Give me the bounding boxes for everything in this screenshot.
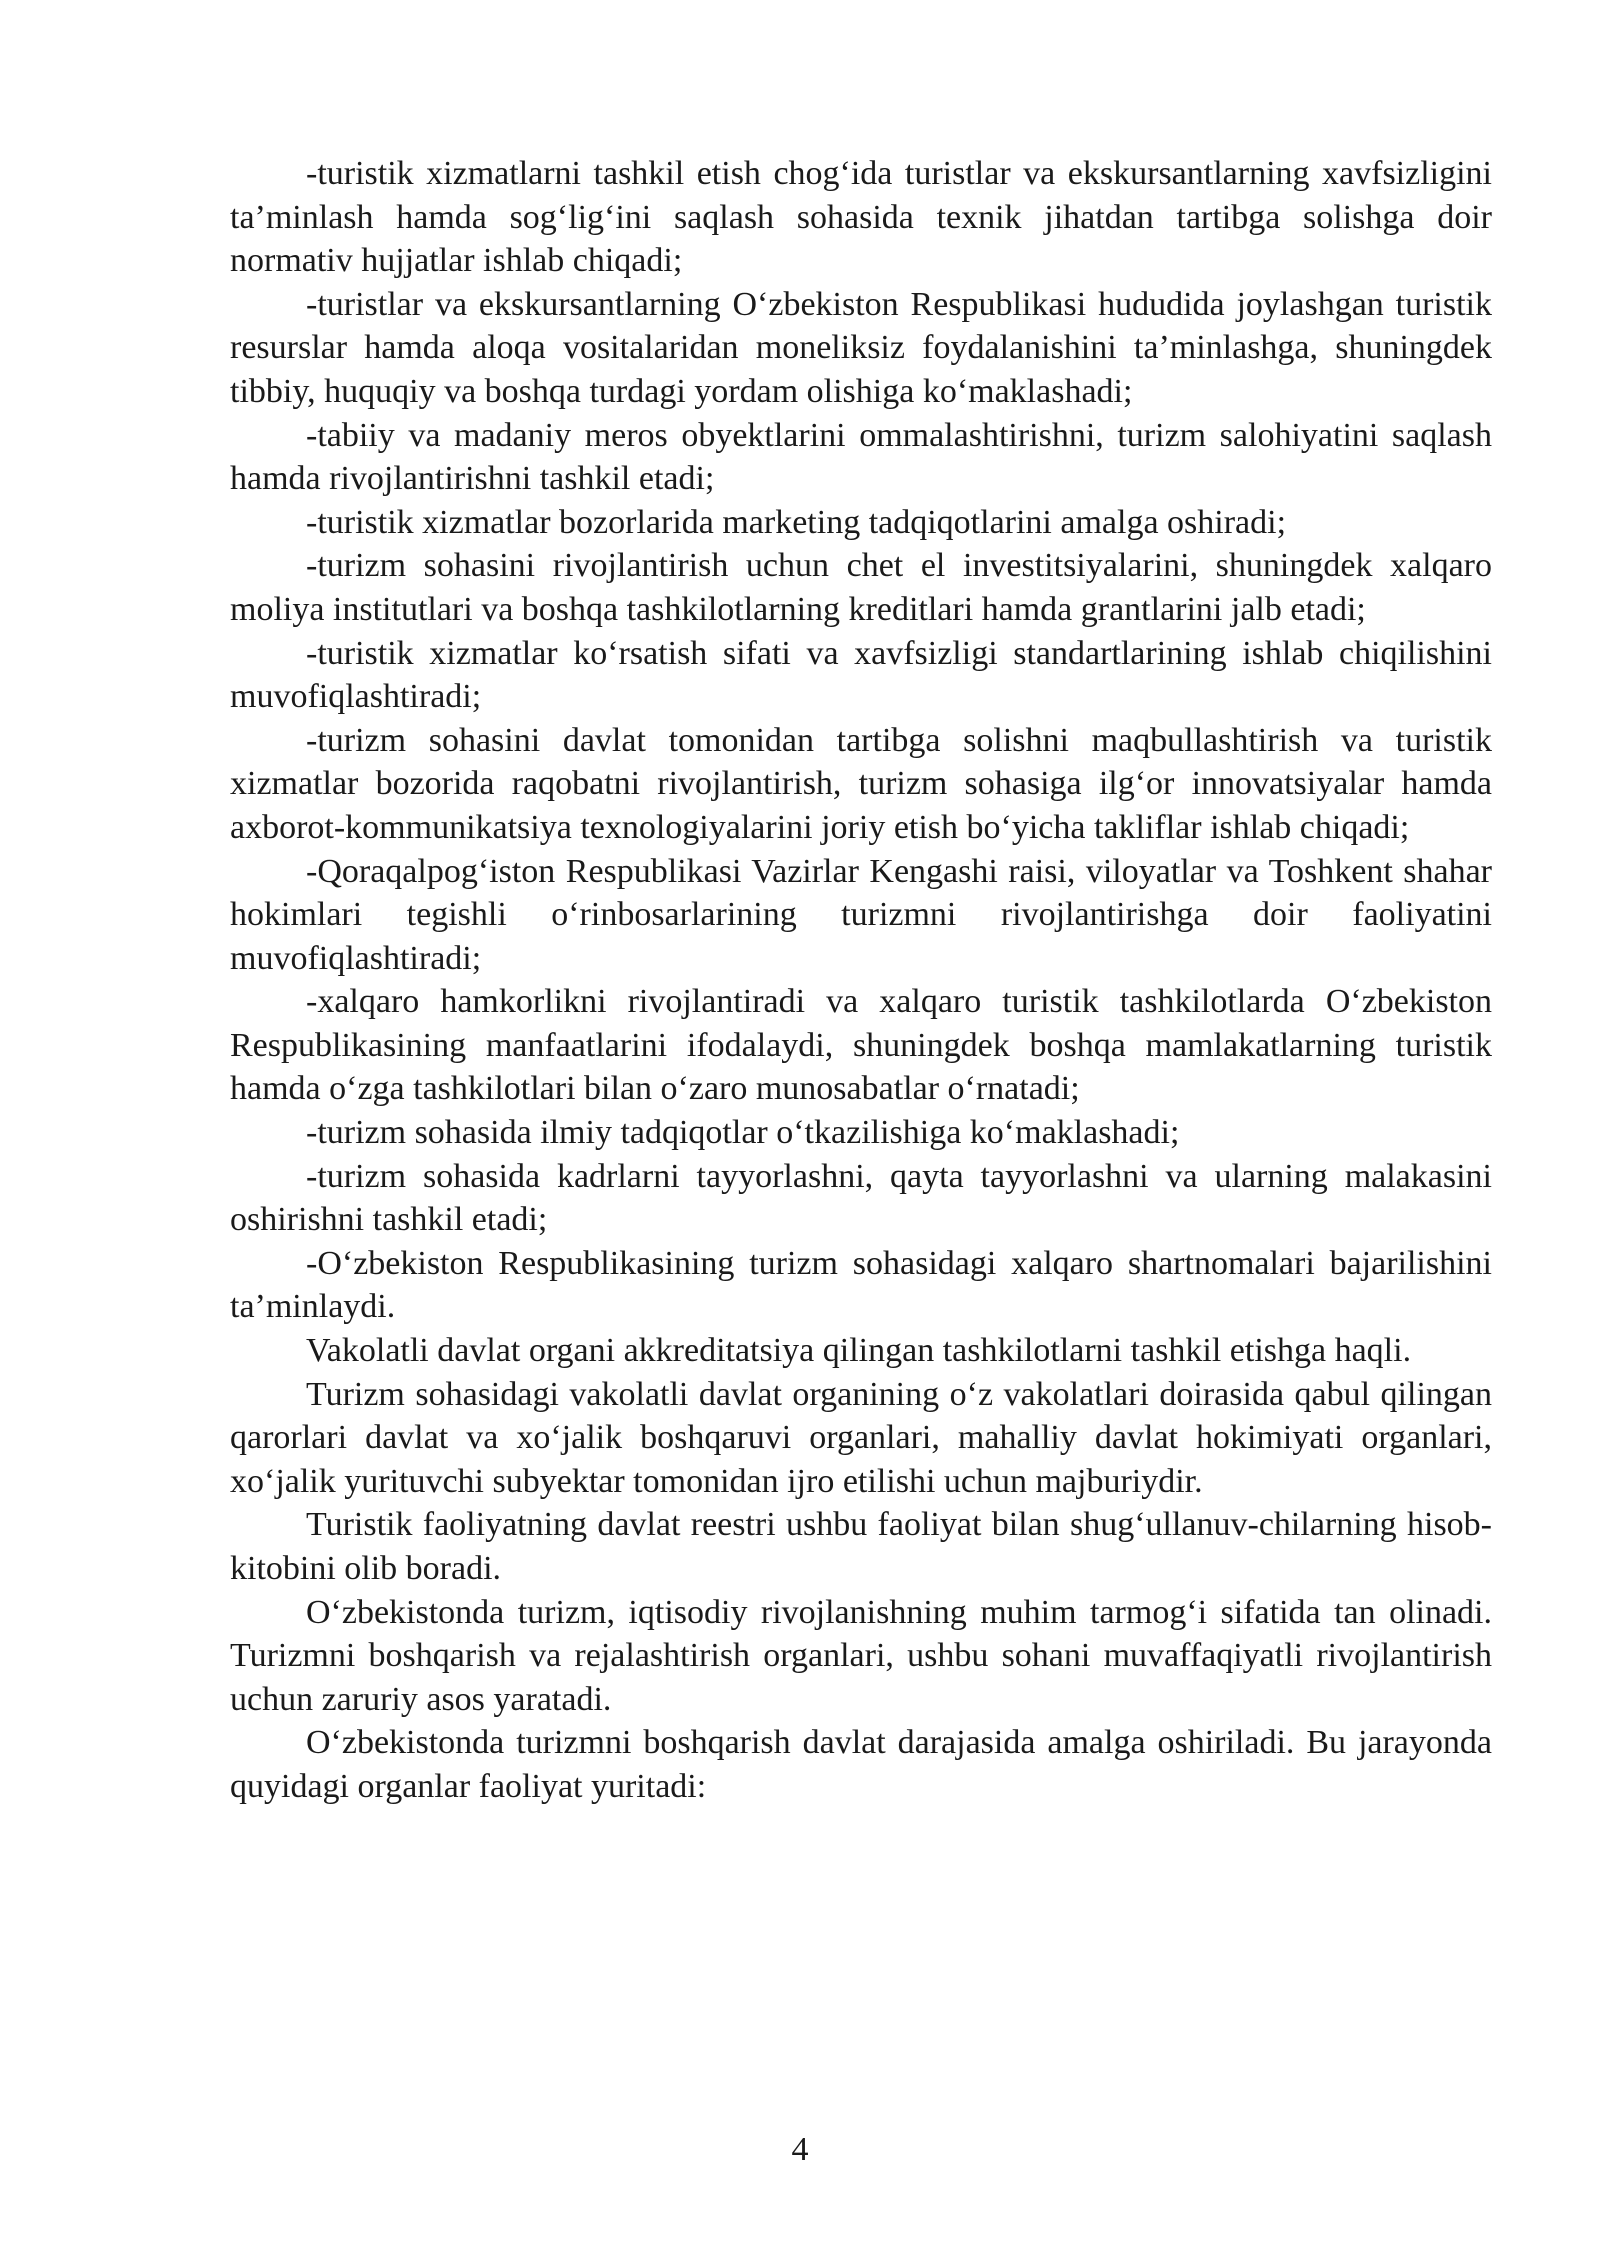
page-number: 4 bbox=[791, 2131, 809, 2168]
paragraph: -turistik xizmatlarni tashkil etish chog‘ida turistlar va ekskursantlarning xavfsizligini ta’minlash hamda sog‘lig‘ini saqlash sohasida texnik jihatdan tartibga solishga doir normativ hujjatlar ishlab chiqadi; bbox=[230, 155, 1492, 280]
paragraph: -turistik xizmatlar bozorlarida marketing tadqiqotlarini amalga oshiradi; bbox=[306, 503, 1287, 541]
paragraph: -Qoraqalpog‘iston Respublikasi Vazirlar Kengashi raisi, viloyatlar va Toshkent shahar hokimlari tegishli o‘rinbosarlarining turizmni rivojlantirishga doir faoliyatini muvofiqlashtiradi; bbox=[230, 852, 1492, 977]
paragraph: Vakolatli davlat organi akkreditatsiya qilingan tashkilotlarni tashkil etishga haqli. bbox=[306, 1332, 1412, 1370]
paragraph: -turizm sohasida ilmiy tadqiqotlar o‘tkazilishiga ko‘maklashadi; bbox=[306, 1114, 1180, 1152]
paragraph: -turistik xizmatlar ko‘rsatish sifati va xavfsizligi standartlarining ishlab chiqilishini muvofiqlashtiradi; bbox=[230, 634, 1492, 716]
paragraph: Turistik faoliyatning davlat reestri ushbu faoliyat bilan shug‘ullanuv-chilarning hisob-kitobini olib boradi. bbox=[230, 1506, 1492, 1587]
paragraph: Turizm sohasidagi vakolatli davlat organining o‘z vakolatlari doirasida qabul qilingan qarorlari davlat va xo‘jalik boshqaruvi organlari, mahalliy davlat hokimiyati organlari, xo‘jalik yurituvchi subyektar tomonidan ijro etilishi uchun majburiydir. bbox=[230, 1375, 1492, 1500]
paragraph: O‘zbekistonda turizm, iqtisodiy rivojlanishning muhim tarmog‘i sifatida tan olinadi. Turizmni boshqarish va rejalashtirish organlari, ushbu sohani muvaffaqiyatli rivojlantirish uchun zaruriy asos yaratadi. bbox=[230, 1593, 1492, 1718]
paragraph: -tabiiy va madaniy meros obyektlarini ommalashtirishni, turizm salohiyatini saqlash hamda rivojlantirishni tashkil etadi; bbox=[230, 416, 1492, 498]
paragraph: -turizm sohasini davlat tomonidan tartibga solishni maqbullashtirish va turistik xizmatlar bozorida raqobatni rivojlantirish, turizm sohasiga ilg‘or innovatsiyalar hamda axborot-kommunikatsiya texnologiyalarini joriy etish bo‘yicha takliflar ishlab chiqadi; bbox=[230, 721, 1492, 846]
paragraph: -turizm sohasini rivojlantirish uchun chet el investitsiyalarini, shuningdek xalqaro moliya institutlari va boshqa tashkilotlarning kreditlari hamda grantlarini jalb etadi; bbox=[230, 547, 1492, 628]
paragraph: -turistlar va ekskursantlarning O‘zbekiston Respublikasi hududida joylashgan turistik resurslar hamda aloqa vositalaridan moneliksiz foydalanishini ta’minlashga, shuningdek tibbiy, huquqiy va boshqa turdagi yordam olishiga ko‘maklashadi; bbox=[230, 285, 1492, 410]
paragraph: -xalqaro hamkorlikni rivojlantiradi va xalqaro turistik tashkilotlarda O‘zbekiston Respublikasining manfaatlarini ifodalaydi, shuningdek boshqa mamlakatlarning turistik hamda o‘zga tashkilotlari bilan o‘zaro munosabatlar o‘rnatadi; bbox=[230, 983, 1492, 1108]
body-text bbox=[230, 152, 1492, 1809]
paragraph: -O‘zbekiston Respublikasining turizm sohasidagi xalqaro shartnomalari bajarilishini ta’minlaydi. bbox=[230, 1244, 1492, 1326]
paragraph: O‘zbekistonda turizmni boshqarish davlat darajasida amalga oshiriladi. Bu jarayonda quyidagi organlar faoliyat yuritadi: bbox=[230, 1724, 1492, 1805]
paragraph: -turizm sohasida kadrlarni tayyorlashni, qayta tayyorlashni va ularning malakasini oshirishni tashkil etadi; bbox=[230, 1157, 1492, 1239]
